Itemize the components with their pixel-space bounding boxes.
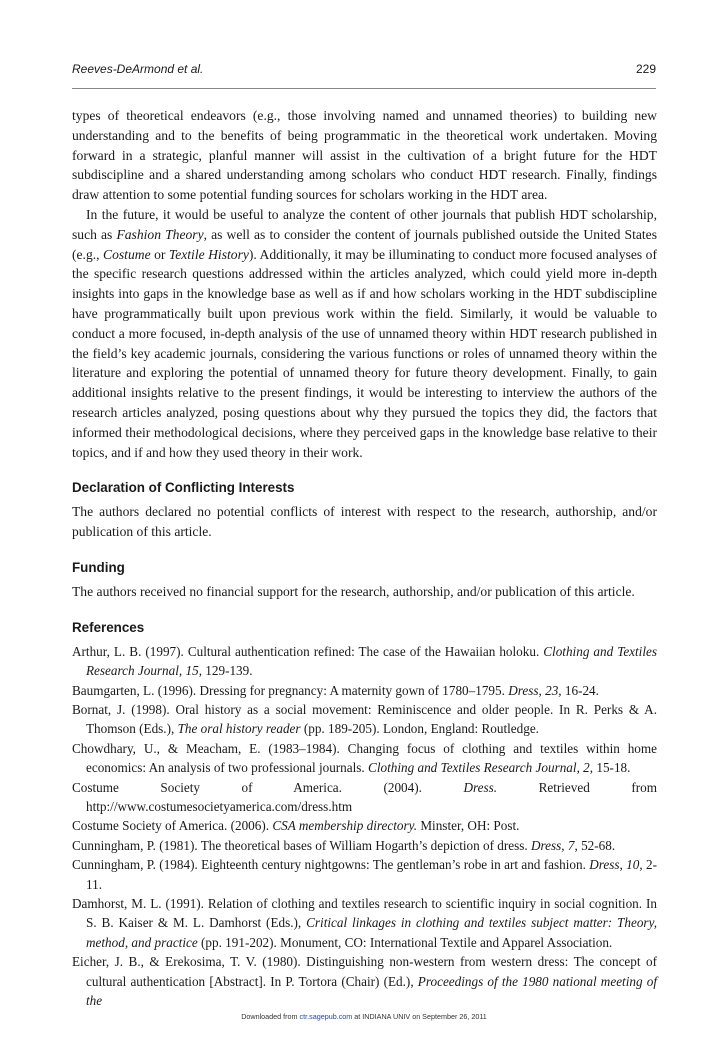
declaration-text: The authors declared no potential conflicts of interest with respect to the research, authorship, and/or publication of this article. — [72, 504, 657, 540]
reference-text: Retrieved from http://www.costumesocietyamerica.com/dress.htm — [86, 779, 657, 814]
journal-title-fashion-theory: Fashion Theory — [116, 226, 204, 242]
reference-source: Dress. — [463, 779, 498, 795]
reference-source: Critical linkages in clothing and textiles subject matter: Theory, method, and practice — [86, 915, 657, 950]
reference-item — [72, 816, 657, 835]
paragraph-1: types of theoretical endeavors (e.g., those involving named and unnamed theories) to building new understanding and to the benefits of being programmatic in the theoretical work undertaken. Moving forward in a strategic, planful manner will assist in the cultivation of a bright future for the HDT subdiscipline and a shared understanding among scholars who conduct HDT research. Finally, findings draw attention to some potential funding sources for scholars working in the HDT area. — [72, 108, 657, 203]
reference-text: Chowdhary, U., & Meacham, E. (1983–1984). Changing focus of clothing and textiles within home economics: An analysis of two professional journals. — [72, 740, 657, 776]
reference-source: Dress — [531, 837, 562, 853]
reference-source: The oral history reader — [177, 721, 301, 737]
funding-text: The authors received no financial support for the research, authorship, and/or publication of this article. — [72, 583, 635, 599]
reference-source: CSA membership directory. — [272, 818, 418, 834]
references-list — [72, 642, 657, 1011]
reference-pages: , 129-139. — [198, 663, 253, 679]
reference-text: (pp. 191-202). Monument, CO: International Textile and Apparel Association. — [197, 934, 613, 950]
reference-item — [72, 952, 657, 1010]
reference-source: Dress — [589, 857, 620, 873]
reference-source: Clothing and Textiles Research Journal — [86, 643, 657, 679]
header-rule — [72, 88, 656, 89]
reference-text: Bornat, J. (1998). Oral history as a social movement: Reminiscence and older people. In R. Perks & A. Thomson (Eds.), — [72, 701, 657, 737]
footer-link[interactable]: ctr.sagepub.com — [299, 1012, 353, 1021]
footer-suffix: at INDIANA UNIV on September 26, 2011 — [352, 1012, 487, 1021]
reference-item — [72, 739, 657, 778]
reference-text: , — [178, 663, 186, 679]
paragraph-2 — [72, 205, 657, 462]
reference-text: (pp. 189-205). London, England: Routledge. — [300, 721, 539, 737]
reference-item — [72, 778, 657, 817]
funding-heading: Funding — [72, 559, 125, 575]
reference-text: Costume Society of America. (2006). — [72, 818, 273, 834]
reference-item — [72, 700, 657, 739]
reference-volume: 2 — [583, 760, 590, 776]
download-footer — [0, 1012, 728, 1021]
reference-item — [72, 642, 657, 681]
reference-item — [72, 836, 657, 855]
reference-text: Eicher, J. B., & Erekosima, T. V. (1980). Distinguishing non-western from western dress: The concept of cultural authentication [Abstract]. In P. Tortora (Chair) (Ed.), — [72, 954, 657, 989]
reference-item — [72, 681, 657, 700]
reference-text: Arthur, L. B. (1997). Cultural authentication refined: The case of the Hawaiian holoku. — [72, 643, 544, 659]
reference-text: Cunningham, P. (1981). The theoretical bases of William Hogarth’s depiction of dress. — [72, 837, 531, 853]
running-head-author: Reeves-DeArmond et al. — [72, 62, 204, 76]
reference-text: Baumgarten, L. (1996). Dressing for pregnancy: A maternity gown of 1780–1795. — [72, 682, 509, 698]
reference-text: Damhorst, M. L. (1991). Relation of clothing and textiles research to scientific inquiry in social cognition. In S. B. Kaiser & M. L. Damhorst (Eds.), — [72, 896, 657, 931]
reference-source: Clothing and Textiles Research Journal — [368, 760, 577, 776]
reference-pages: , 52-68. — [574, 837, 616, 853]
reference-text: , — [561, 837, 568, 853]
journal-title-textile-history: Textile History — [168, 246, 249, 262]
footer-prefix: Downloaded from — [241, 1012, 300, 1021]
page-number: 229 — [635, 62, 656, 76]
reference-item — [72, 894, 657, 952]
para2-text-4: ). Additionally, it may be illuminating to conduct more focused analyses of the specific research questions addressed within the articles analyzed, which could yield more in-depth insights into gaps in the knowledge base as well as if and how scholars working in the HDT subdiscipline have programmatically built upon previous work within the field. Similarly, it would be valuable to conduct a more focused, in-depth analysis of the use of unnamed theory within HDT research published in the field’s key academic journals, considering the various functions or roles of unnamed theory within the literature and exploring the potential of unnamed theory for future theory development. Finally, to gain additional insights relative to the present findings, it would be interesting to interview the authors of the research articles analyzed, posing questions about why they pursued the topics they did, the factors that informed their methodological decisions, where they perceived gaps in the knowledge base relative to their topics, and if and how they used theory in their work. — [72, 246, 657, 460]
reference-volume: 10 — [626, 857, 640, 873]
running-header — [72, 62, 656, 82]
references-heading: References — [72, 619, 145, 635]
reference-volume: 23 — [545, 682, 559, 698]
para2-text-1: In the future, it would be useful to analyze the content of other journals that publish HDT scholarship, such as — [72, 206, 657, 242]
reference-volume: 15 — [185, 663, 199, 679]
reference-text: , — [576, 760, 584, 776]
reference-text: , — [619, 857, 627, 873]
reference-pages: , 15-18. — [589, 760, 631, 776]
reference-volume: 7 — [567, 837, 575, 853]
reference-source: Proceedings of the 1980 national meeting of the — [86, 973, 657, 1009]
para2-text-3: or — [150, 246, 169, 262]
para2-text-2: , as well as to consider the content of journals published outside the United States (e.g., — [72, 226, 657, 262]
reference-pages: , 16-24. — [558, 682, 599, 698]
article-body — [72, 106, 657, 1010]
reference-text: Cunningham, P. (1984). Eighteenth century nightgowns: The gentleman’s robe in art and fashion. — [72, 857, 590, 873]
reference-item — [72, 855, 657, 894]
reference-pages: , 2-11. — [86, 857, 657, 892]
reference-source: Dress — [508, 682, 539, 698]
reference-text: Minster, OH: Post. — [417, 818, 520, 834]
reference-text: , — [538, 682, 546, 698]
declaration-heading: Declaration of Conflicting Interests — [72, 480, 295, 496]
journal-title-costume: Costume — [103, 246, 151, 262]
reference-text: Costume Society of America. (2004). — [72, 779, 464, 795]
